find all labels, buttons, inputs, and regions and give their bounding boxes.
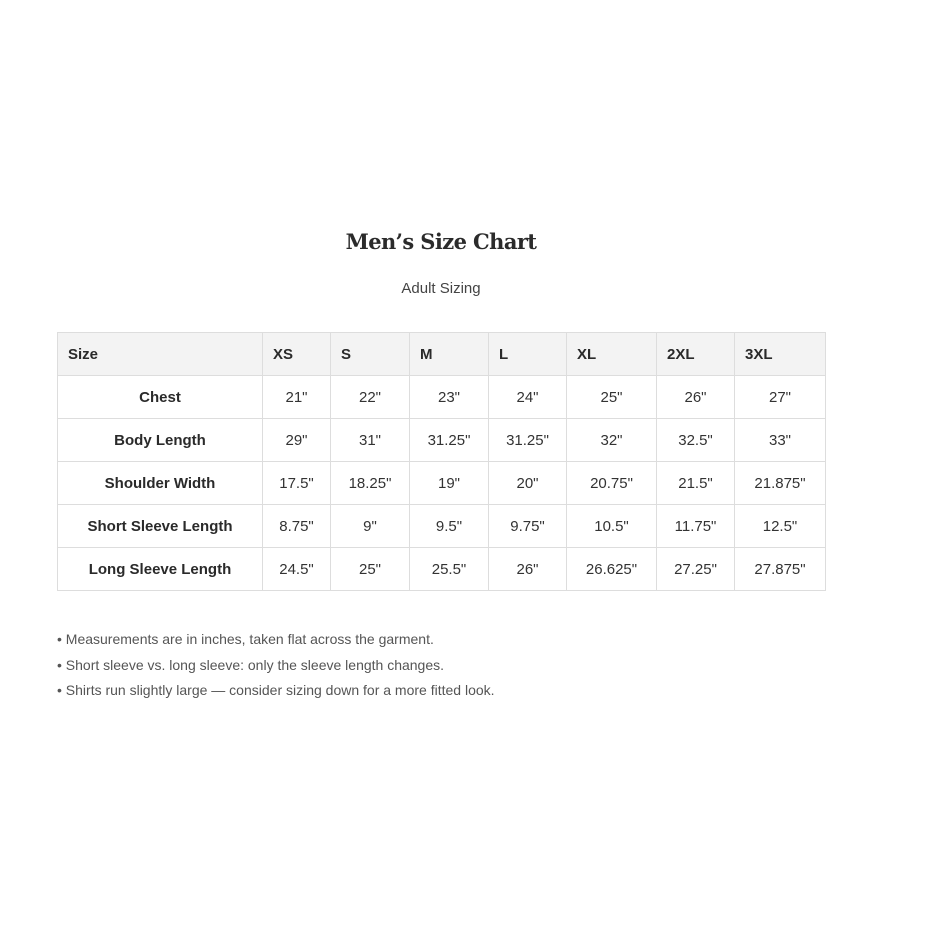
table-cell: 9.5" bbox=[410, 505, 489, 548]
table-cell: 25" bbox=[567, 376, 657, 419]
row-label: Body Length bbox=[58, 419, 263, 462]
table-cell: 10.5" bbox=[567, 505, 657, 548]
table-cell: 26" bbox=[489, 548, 567, 591]
table-row bbox=[58, 419, 826, 462]
row-label: Chest bbox=[58, 376, 263, 419]
column-header: Size bbox=[58, 333, 263, 376]
column-header: 2XL bbox=[657, 333, 735, 376]
note-item: • Shirts run slightly large — consider sizing down for a more fitted look. bbox=[57, 682, 495, 698]
row-label: Long Sleeve Length bbox=[58, 548, 263, 591]
table-row bbox=[58, 376, 826, 419]
row-label: Shoulder Width bbox=[58, 462, 263, 505]
table-cell: 25" bbox=[331, 548, 410, 591]
table-cell: 31" bbox=[331, 419, 410, 462]
table-cell: 20.75" bbox=[567, 462, 657, 505]
table-header-row bbox=[58, 333, 826, 376]
size-chart-table bbox=[57, 332, 826, 591]
table-cell: 24.5" bbox=[263, 548, 331, 591]
row-label: Short Sleeve Length bbox=[58, 505, 263, 548]
table-cell: 17.5" bbox=[263, 462, 331, 505]
table-cell: 27.25" bbox=[657, 548, 735, 591]
notes-list bbox=[57, 630, 495, 707]
note-item: • Measurements are in inches, taken flat across the garment. bbox=[57, 631, 434, 647]
column-header: L bbox=[489, 333, 567, 376]
table-cell: 21.875" bbox=[735, 462, 826, 505]
table-row bbox=[58, 548, 826, 591]
column-header: XL bbox=[567, 333, 657, 376]
table-row bbox=[58, 462, 826, 505]
table-cell: 24" bbox=[489, 376, 567, 419]
table-cell: 32.5" bbox=[657, 419, 735, 462]
table-cell: 26.625" bbox=[567, 548, 657, 591]
table-cell: 9.75" bbox=[489, 505, 567, 548]
column-header: S bbox=[331, 333, 410, 376]
table-cell: 31.25" bbox=[489, 419, 567, 462]
table-cell: 32" bbox=[567, 419, 657, 462]
table-cell: 23" bbox=[410, 376, 489, 419]
table-cell: 29" bbox=[263, 419, 331, 462]
column-header: 3XL bbox=[735, 333, 826, 376]
column-header: XS bbox=[263, 333, 331, 376]
table-cell: 20" bbox=[489, 462, 567, 505]
table-cell: 27" bbox=[735, 376, 826, 419]
table-cell: 11.75" bbox=[657, 505, 735, 548]
table-cell: 26" bbox=[657, 376, 735, 419]
table-cell: 21.5" bbox=[657, 462, 735, 505]
table-cell: 9" bbox=[331, 505, 410, 548]
table-cell: 31.25" bbox=[410, 419, 489, 462]
page-title: Men’s Size Chart bbox=[345, 229, 537, 254]
table-row bbox=[58, 505, 826, 548]
table-cell: 19" bbox=[410, 462, 489, 505]
table-cell: 33" bbox=[735, 419, 826, 462]
note-item: • Short sleeve vs. long sleeve: only the sleeve length changes. bbox=[57, 656, 445, 673]
table-cell: 27.875" bbox=[735, 548, 826, 591]
column-header: M bbox=[410, 333, 489, 376]
table-cell: 18.25" bbox=[331, 462, 410, 505]
table-cell: 12.5" bbox=[735, 505, 826, 548]
table-cell: 25.5" bbox=[410, 548, 489, 591]
table-cell: 21" bbox=[263, 376, 331, 419]
table-cell: 22" bbox=[331, 376, 410, 419]
table-cell: 8.75" bbox=[263, 505, 331, 548]
page-subtitle: Adult Sizing bbox=[401, 280, 481, 297]
